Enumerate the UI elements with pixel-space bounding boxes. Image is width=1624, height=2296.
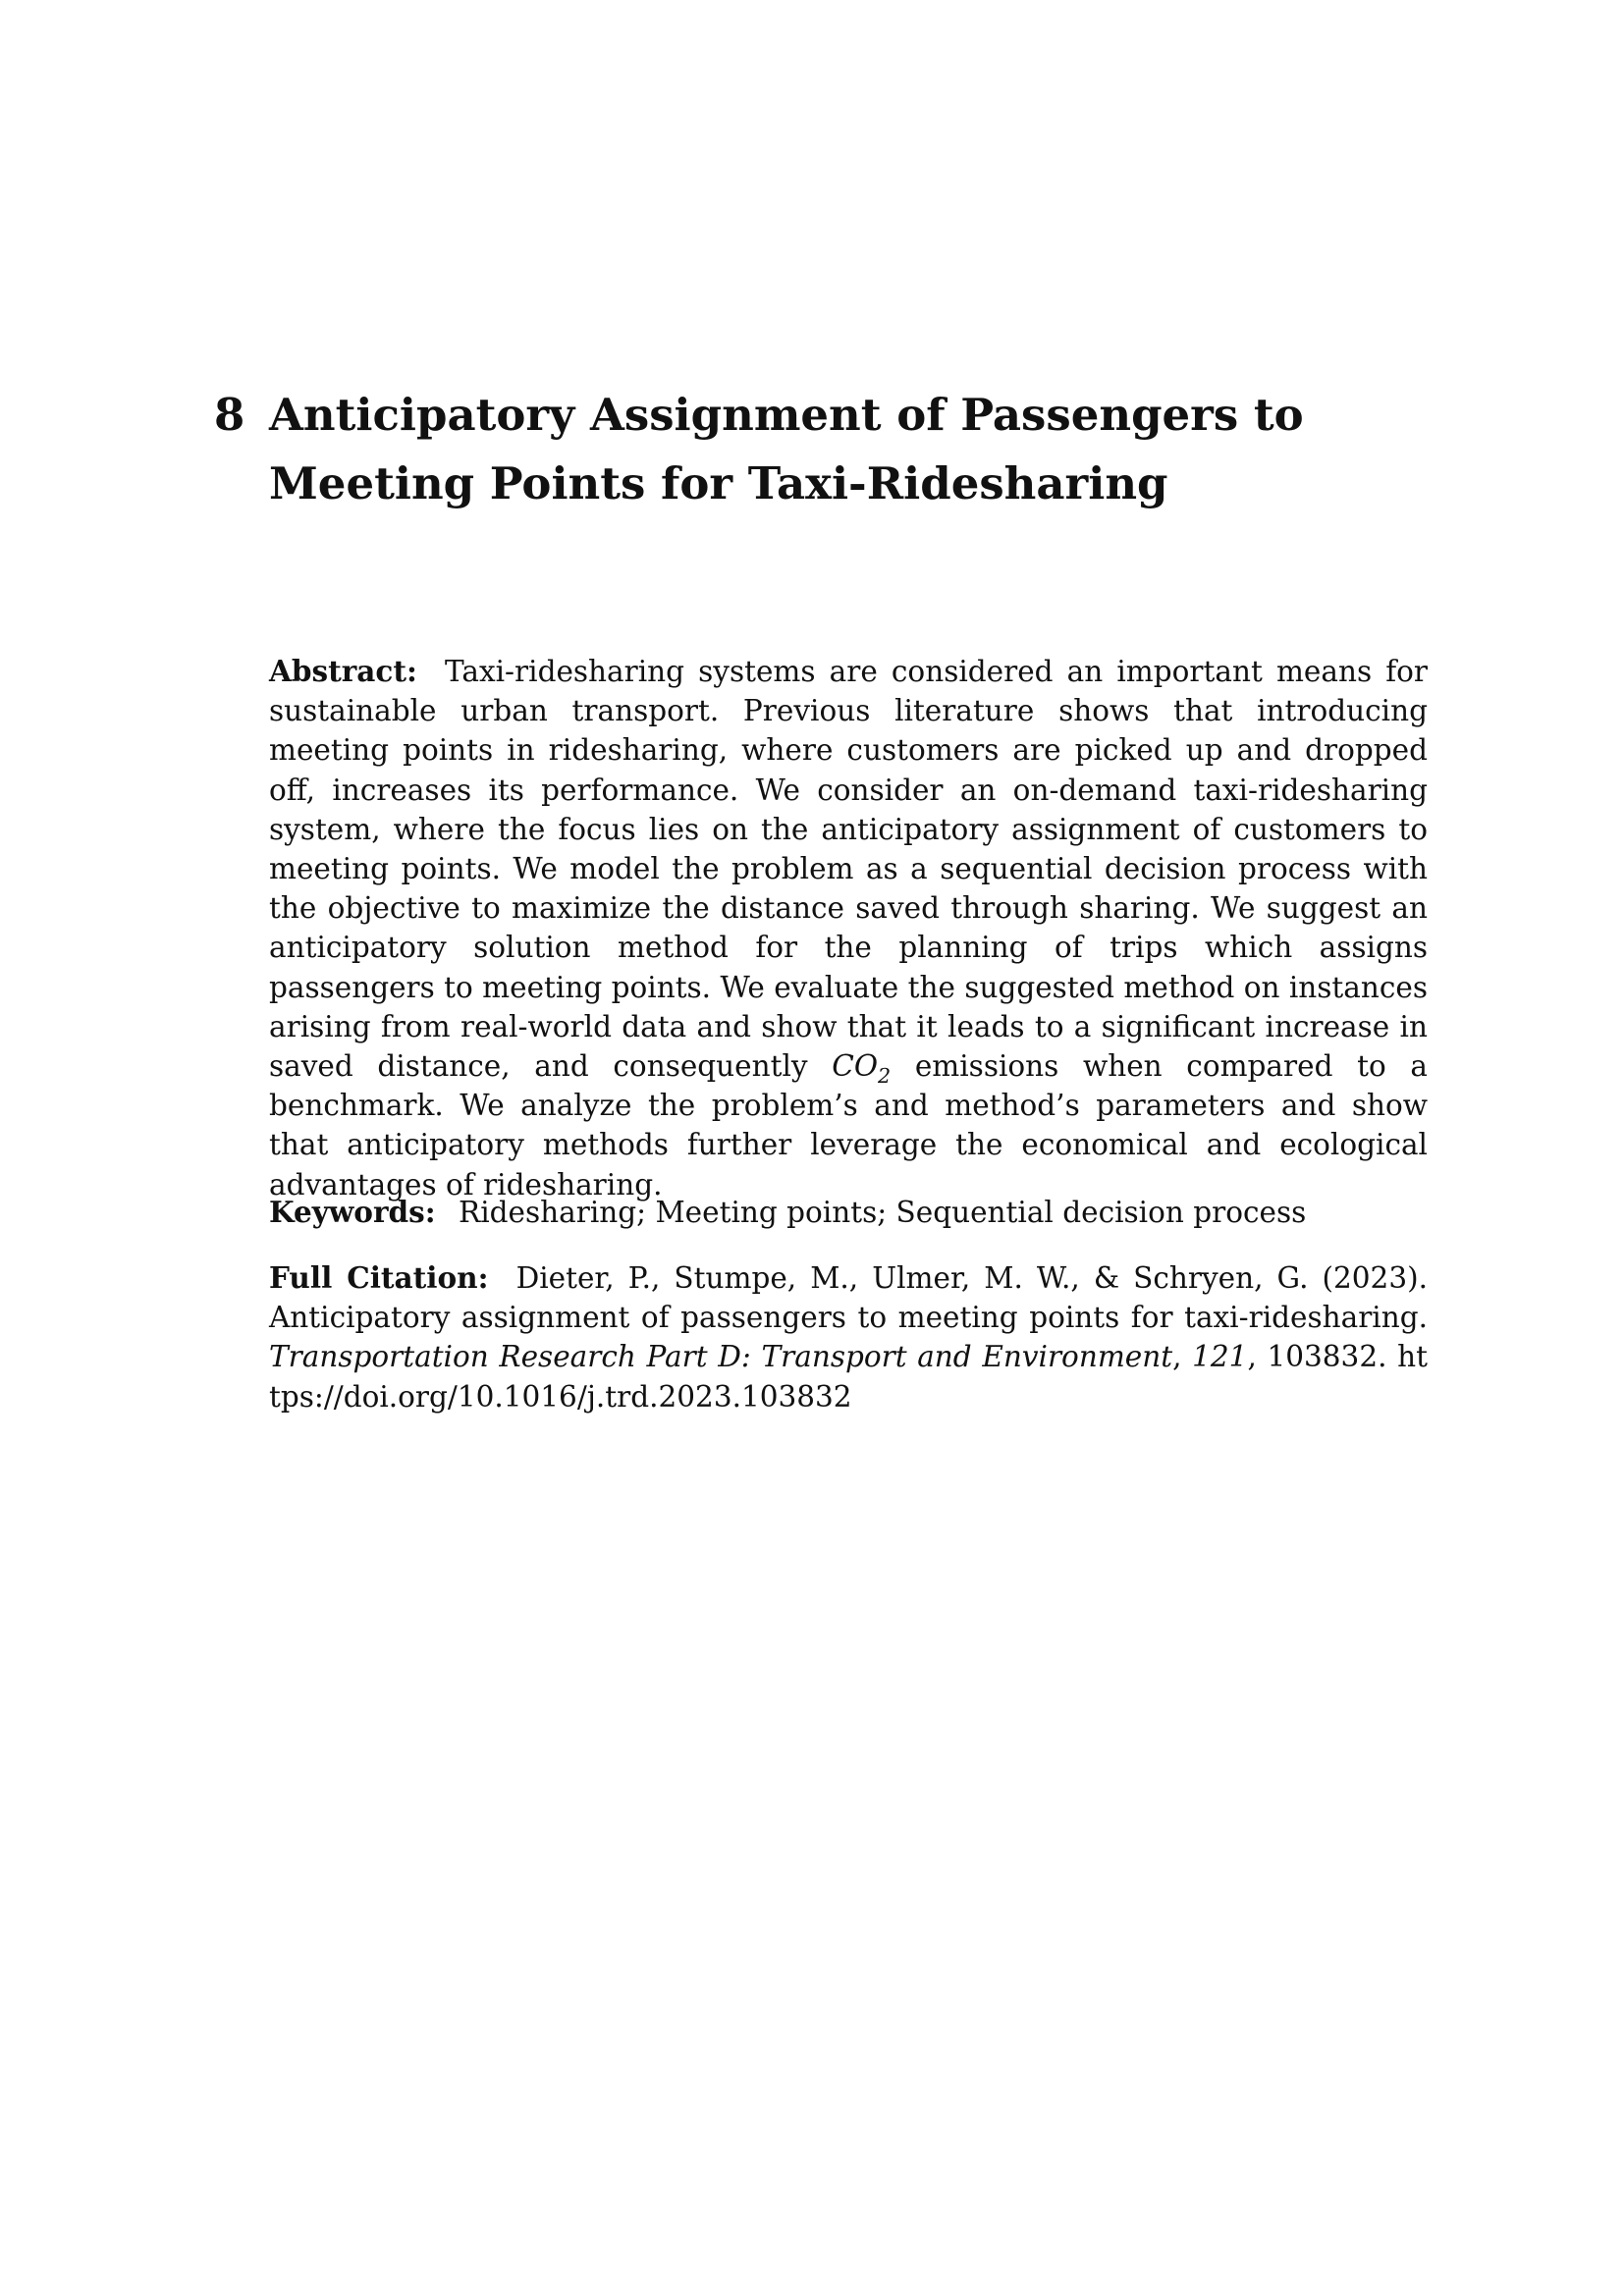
co2-formula <box>832 1049 892 1088</box>
keywords-text: Ridesharing; Meeting points; Sequential decision process <box>459 1196 1307 1229</box>
citation-authors-title: Dieter, P., Stumpe, M., Ulmer, M. W., & Schryen, G. (2023). Anticipatory assignment of passengers to meeting points for taxi-ridesharing. <box>269 1261 1428 1335</box>
abstract-text-part1: Taxi-ridesharing systems are considered an important means for sustainable urban transport. Previous literature shows that introducing meeting points in ridesharing, where customers are picked up and dropped off, increases its performance. We consider an on-demand taxi-ridesharing system, where the focus lies on the anticipatory assignment of customers to meeting points. We model the problem as a sequential decision process with the objective to maximize the distance saved through sharing. We suggest an anticipatory solution method for the planning of trips which assigns passengers to meeting points. We evaluate the suggested method on instances arising from real-world data and show that it leads to a significant increase in saved distance, and consequently <box>269 655 1428 1084</box>
chapter-title: Anticipatory Assignment of Passengers to Meeting Points for Taxi-Ridesharing <box>269 389 1304 509</box>
citation-volume: 121 <box>1192 1340 1248 1374</box>
co2-formula-base: CO <box>832 1049 879 1084</box>
keywords <box>269 1193 1428 1232</box>
citation-comma-2: , <box>1247 1340 1268 1374</box>
chapter-heading <box>214 381 1441 518</box>
abstract-text-part2: emissions when compared to a benchmark. We analyze the problem’s and method’s parameters and show that anticipatory methods further leverage the economical and ecological advantages of ridesharing. <box>269 1049 1428 1201</box>
keywords-label: Keywords: <box>269 1195 436 1229</box>
citation-article: 103832. <box>1267 1340 1387 1374</box>
full-citation <box>269 1258 1428 1416</box>
chapter-number: 8 <box>214 389 245 441</box>
citation-label: Full Citation: <box>269 1260 489 1295</box>
citation-doi-link[interactable]: https://doi.org/10.1016/j.trd.2023.103832 <box>269 1340 1428 1414</box>
co2-formula-subscript: 2 <box>878 1063 892 1088</box>
citation-journal: Transportation Research Part D: Transport and Environment <box>269 1340 1173 1374</box>
citation-comma-1: , <box>1172 1340 1193 1374</box>
abstract-label: Abstract: <box>269 654 417 688</box>
abstract <box>269 652 1428 1204</box>
